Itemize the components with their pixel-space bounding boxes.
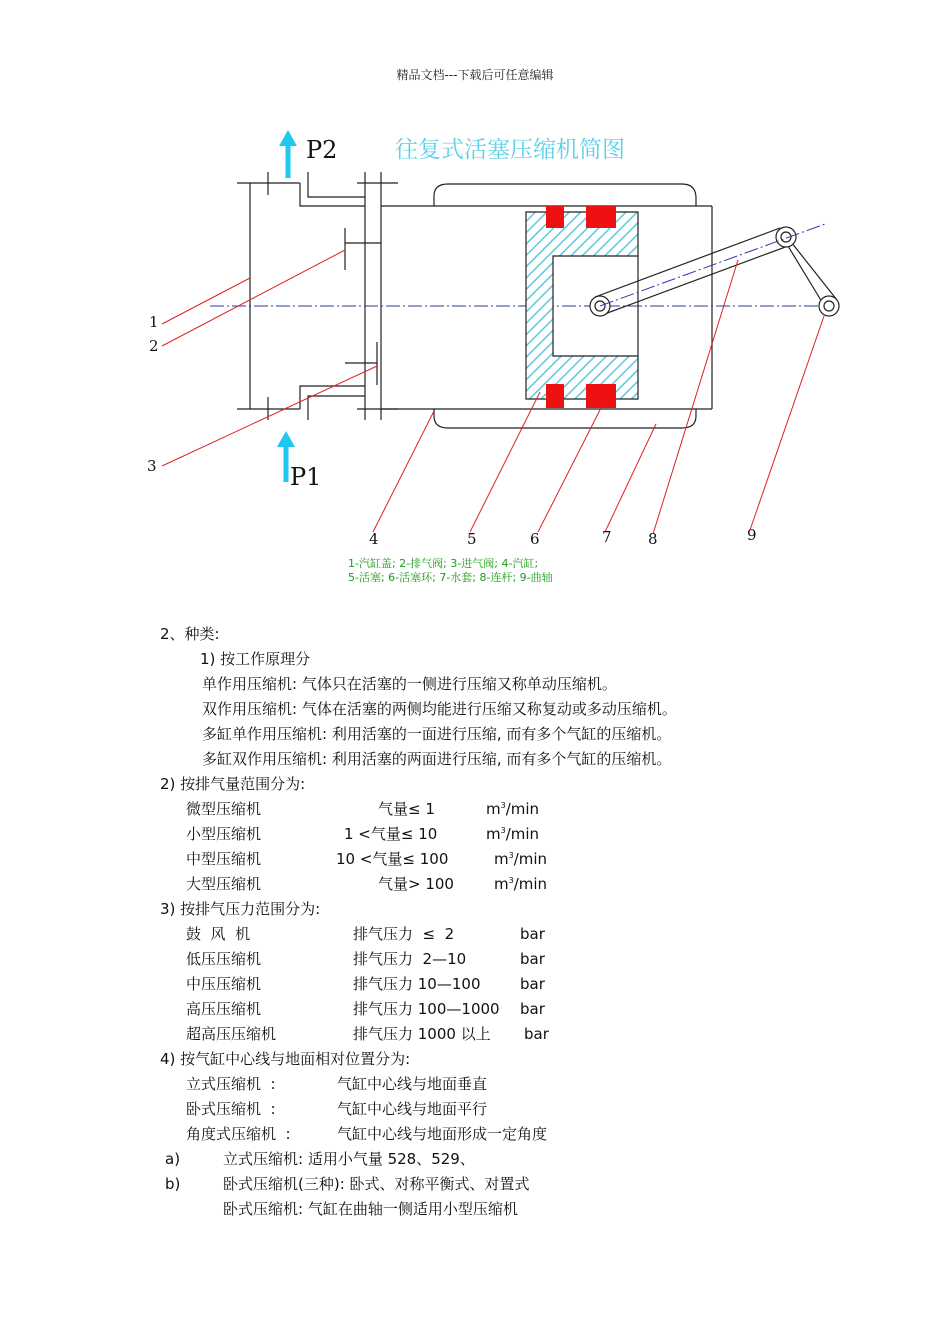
p1-label: P1 <box>290 463 322 491</box>
type-name: 超高压压缩机 <box>186 1025 277 1043</box>
subsection-heading: 1) 按工作原理分 <box>200 650 311 668</box>
part-label: 8 <box>648 530 658 548</box>
list-marker: b) <box>165 1175 181 1193</box>
subsection-heading: 4) 按气缸中心线与地面相对位置分为: <box>160 1050 411 1068</box>
diagram-title: 往复式活塞压缩机简图 <box>395 137 625 163</box>
text-line: 双作用压缩机: 气体在活塞的两侧均能进行压缩又称复动或多动压缩机。 <box>202 700 677 718</box>
type-name: 卧式压缩机 : <box>186 1100 276 1118</box>
type-range: 排气压力 10—100 <box>353 975 481 993</box>
piston <box>526 212 638 399</box>
part-label: 5 <box>467 530 477 548</box>
type-range: 排气压力 2—10 <box>353 950 467 968</box>
type-name: 大型压缩机 <box>186 875 262 893</box>
section-heading: 2、种类: <box>160 625 220 643</box>
type-name: 中型压缩机 <box>186 850 262 868</box>
type-unit: bar <box>520 925 545 943</box>
type-unit: $m^3/\min$ <box>486 825 540 843</box>
text-line: 多缸单作用压缩机: 利用活塞的一面进行压缩, 而有多个气缸的压缩机。 <box>202 725 672 743</box>
part-label: 1 <box>149 313 159 331</box>
subsection-heading: 3) 按排气压力范围分为: <box>160 900 321 918</box>
type-range: 10 <气量≤ 100 <box>336 850 449 868</box>
type-unit: bar <box>520 950 545 968</box>
p2-label: P2 <box>306 136 338 164</box>
diagram-caption: 5-活塞; 6-活塞环; 7-水套; 8-连杆; 9-曲轴 <box>348 571 553 584</box>
type-desc: 气缸中心线与地面平行 <box>337 1100 488 1118</box>
type-range: 气量≤ 1 <box>378 800 435 818</box>
compressor-diagram <box>140 120 860 590</box>
list-item: 立式压缩机: 适用小气量 528、529、 <box>223 1150 475 1168</box>
list-item: 卧式压缩机: 气缸在曲轴一侧适用小型压缩机 <box>223 1200 518 1218</box>
type-unit: $m^3/\min$ <box>486 800 540 818</box>
part-label: 3 <box>147 457 157 475</box>
leader-lines <box>162 250 824 534</box>
type-name: 微型压缩机 <box>186 800 262 818</box>
diagram-caption: 1-汽缸盖; 2-排气阀; 3-进气阀; 4-汽缸; <box>348 557 539 570</box>
part-label: 9 <box>747 526 757 544</box>
type-range: 气量> 100 <box>378 875 454 893</box>
type-desc: 气缸中心线与地面垂直 <box>337 1075 488 1093</box>
type-range: 排气压力 1000 以上 <box>353 1025 491 1043</box>
type-name: 小型压缩机 <box>186 825 262 843</box>
type-name: 高压压缩机 <box>186 1000 262 1018</box>
part-label: 2 <box>149 337 159 355</box>
subsection-heading: 2) 按排气量范围分为: <box>160 775 306 793</box>
part-label: 7 <box>602 528 612 546</box>
part-label: 6 <box>530 530 540 548</box>
type-range: 1 <气量≤ 10 <box>344 825 438 843</box>
text-line: 多缸双作用压缩机: 利用活塞的两面进行压缩, 而有多个气缸的压缩机。 <box>202 750 672 768</box>
type-name: 低压压缩机 <box>186 950 262 968</box>
list-marker: a) <box>165 1150 181 1168</box>
p2-arrow-icon <box>279 130 297 178</box>
part-label: 4 <box>369 530 379 548</box>
type-unit: $m^3/\min$ <box>494 850 548 868</box>
type-range: 排气压力 100—1000 <box>353 1000 500 1018</box>
type-name: 鼓 风 机 <box>186 925 251 943</box>
type-name: 立式压缩机 : <box>186 1075 276 1093</box>
type-unit: $m^3/\min$ <box>494 875 548 893</box>
type-name: 中压压缩机 <box>186 975 262 993</box>
cylinder-head <box>237 172 398 420</box>
list-item: 卧式压缩机(三种): 卧式、对称平衡式、对置式 <box>223 1175 530 1193</box>
exhaust-valve <box>345 228 381 270</box>
type-unit: bar <box>520 975 545 993</box>
type-range: 排气压力 ≤ 2 <box>353 925 455 943</box>
text-line: 单作用压缩机: 气体只在活塞的一侧进行压缩又称单动压缩机。 <box>202 675 617 693</box>
type-desc: 气缸中心线与地面形成一定角度 <box>337 1125 548 1143</box>
type-unit: bar <box>524 1025 549 1043</box>
page-header: 精品文档---下载后可任意编辑 <box>396 68 554 82</box>
type-unit: bar <box>520 1000 545 1018</box>
type-name: 角度式压缩机 : <box>186 1125 291 1143</box>
